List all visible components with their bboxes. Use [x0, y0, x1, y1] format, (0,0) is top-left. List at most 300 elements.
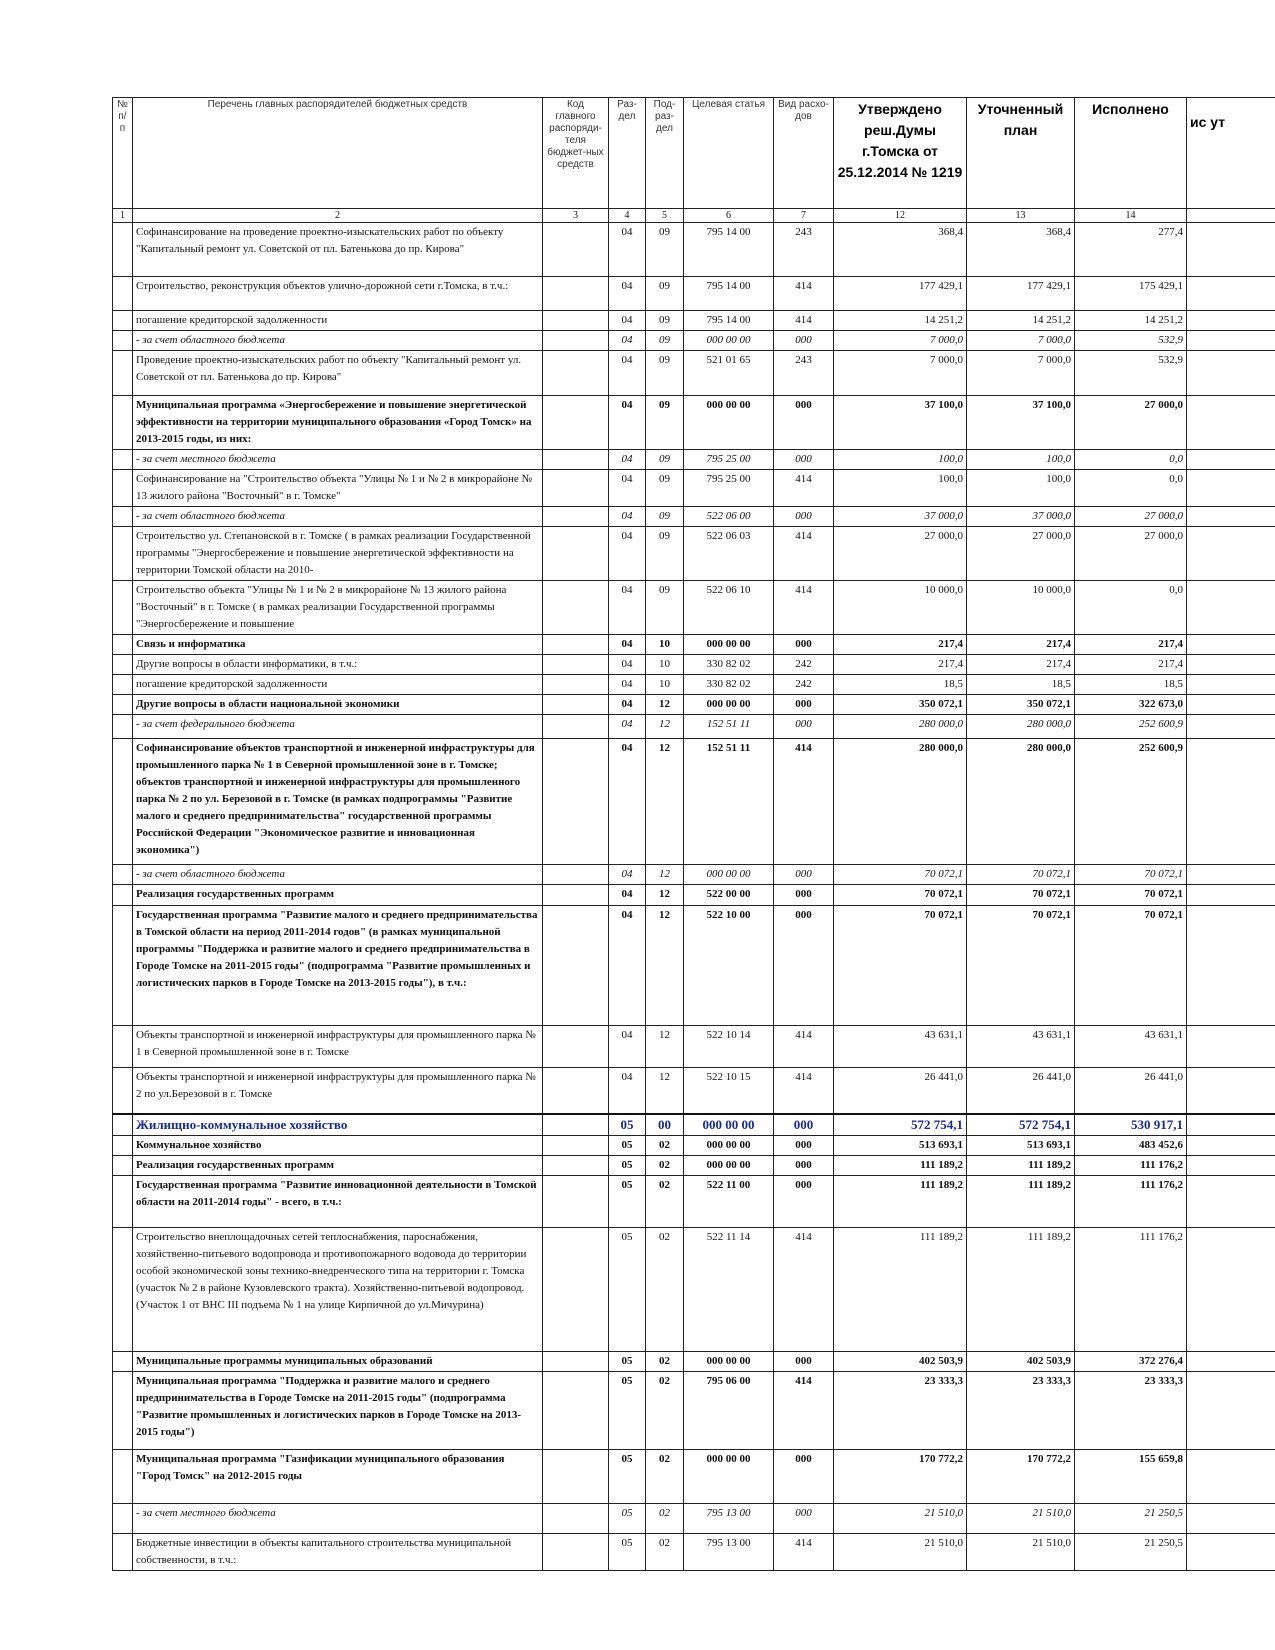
article-cell: 522 10 15: [684, 1068, 774, 1114]
article-cell: 000 00 00: [684, 695, 774, 715]
refined-value: 177 429,1: [967, 277, 1075, 311]
row-name: - за счет федерального бюджета: [133, 715, 543, 739]
executed-value: 111 176,2: [1075, 1176, 1187, 1228]
podrazdel-cell: 02: [646, 1156, 684, 1176]
extra-cell: [1187, 1504, 1275, 1534]
executed-value: 217,4: [1075, 655, 1187, 675]
article-cell: 795 13 00: [684, 1504, 774, 1534]
vid-cell: 000: [774, 865, 834, 885]
podrazdel-cell: 12: [646, 695, 684, 715]
code-cell: [543, 739, 609, 865]
row-name: Строительство внеплощадочных сетей теплоснабжения, пароснабжения, хозяйственно-питьевого водопровода и противопожарного водовода до территории особой экономической зоны технико-внедренческого типа на территории г. Томска (участок № 2 в районе Кузовлевского тракта). Хозяйственно-питьевой водопровод. (Участок 1 от ВНС III подъема № 1 на улице Кирпичной до ул.Мичурина): [133, 1228, 543, 1352]
podrazdel-cell: 10: [646, 655, 684, 675]
approved-value: 100,0: [834, 450, 967, 470]
podrazdel-cell: 12: [646, 739, 684, 865]
executed-value: 27 000,0: [1075, 396, 1187, 450]
header-article: Целевая статья: [684, 98, 774, 209]
table-row: [113, 277, 1275, 311]
extra-cell: [1187, 655, 1275, 675]
code-cell: [543, 1176, 609, 1228]
podrazdel-cell: 10: [646, 675, 684, 695]
blank-cell: [113, 470, 133, 507]
budget-table: [112, 97, 1275, 1571]
refined-value: 18,5: [967, 675, 1075, 695]
razdel-cell: 05: [609, 1504, 646, 1534]
row-name: Софинансирование объектов транспортной и инженерной инфраструктуры для промышленного парка № 1 в Северной промышленной зоне в г. Томске; объектов транспортной и инженерной инфраструктуры для промышленного парка № 2 по ул. Березовой в г. Томске (в рамках подпрограммы "Развитие малого и среднего предпринимательства" государственной программы Российской Федерации "Экономическое развитие и инновационная экономика"): [133, 739, 543, 865]
code-cell: [543, 581, 609, 635]
table-row: [113, 1176, 1275, 1228]
vid-cell: 414: [774, 1228, 834, 1352]
vid-cell: 000: [774, 396, 834, 450]
article-cell: 522 11 14: [684, 1228, 774, 1352]
podrazdel-cell: 09: [646, 396, 684, 450]
razdel-cell: 05: [609, 1450, 646, 1504]
approved-value: 7 000,0: [834, 331, 967, 351]
executed-value: 43 631,1: [1075, 1026, 1187, 1068]
code-cell: [543, 1504, 609, 1534]
row-name: - за счет местного бюджета: [133, 450, 543, 470]
approved-value: 170 772,2: [834, 1450, 967, 1504]
extra-cell: [1187, 1352, 1275, 1372]
executed-value: 252 600,9: [1075, 739, 1187, 865]
podrazdel-cell: 09: [646, 527, 684, 581]
blank-cell: [113, 695, 133, 715]
razdel-cell: 04: [609, 277, 646, 311]
approved-value: 26 441,0: [834, 1068, 967, 1114]
article-cell: 522 06 00: [684, 507, 774, 527]
table-row: [113, 635, 1275, 655]
code-cell: [543, 865, 609, 885]
executed-value: 0,0: [1075, 450, 1187, 470]
razdel-cell: 05: [609, 1228, 646, 1352]
refined-value: 37 000,0: [967, 507, 1075, 527]
approved-value: 280 000,0: [834, 739, 967, 865]
vid-cell: 414: [774, 1534, 834, 1571]
article-cell: 000 00 00: [684, 1352, 774, 1372]
approved-value: 111 189,2: [834, 1156, 967, 1176]
refined-value: 111 189,2: [967, 1176, 1075, 1228]
razdel-cell: 04: [609, 1026, 646, 1068]
podrazdel-cell: 09: [646, 581, 684, 635]
podrazdel-cell: 02: [646, 1136, 684, 1156]
blank-cell: [113, 1114, 133, 1136]
row-name: Строительство объекта "Улицы № 1 и № 2 в микрорайоне № 13 жилого района "Восточный" в г. Томске ( в рамках реализации Государственной программы "Энергосбережение и повышение: [133, 581, 543, 635]
code-cell: [543, 223, 609, 277]
refined-value: 26 441,0: [967, 1068, 1075, 1114]
table-row: [113, 655, 1275, 675]
blank-cell: [113, 739, 133, 865]
vid-cell: 000: [774, 1450, 834, 1504]
vid-cell: 000: [774, 1176, 834, 1228]
refined-value: 70 072,1: [967, 865, 1075, 885]
executed-value: 70 072,1: [1075, 906, 1187, 1026]
code-cell: [543, 715, 609, 739]
refined-value: 402 503,9: [967, 1352, 1075, 1372]
vid-cell: 414: [774, 527, 834, 581]
row-name: погашение кредиторской задолженности: [133, 311, 543, 331]
code-cell: [543, 507, 609, 527]
header-podrazdel: Под-раз-дел: [646, 98, 684, 209]
code-cell: [543, 470, 609, 507]
row-name: Строительство, реконструкция объектов улично-дорожной сети г.Томска, в т.ч.:: [133, 277, 543, 311]
table-row: [113, 1156, 1275, 1176]
table-row: [113, 885, 1275, 906]
code-cell: [543, 885, 609, 906]
podrazdel-cell: 12: [646, 906, 684, 1026]
podrazdel-cell: 09: [646, 450, 684, 470]
executed-value: 217,4: [1075, 635, 1187, 655]
col-number: 12: [834, 209, 967, 223]
blank-cell: [113, 396, 133, 450]
row-name: Муниципальная программа «Энергосбережение и повышение энергетической эффективности на территории муниципального образования «Город Томск» на 2013-2015 годы, из них:: [133, 396, 543, 450]
refined-value: 217,4: [967, 655, 1075, 675]
approved-value: 70 072,1: [834, 865, 967, 885]
table-row: [113, 223, 1275, 277]
vid-cell: 243: [774, 223, 834, 277]
executed-value: 14 251,2: [1075, 311, 1187, 331]
article-cell: 795 14 00: [684, 277, 774, 311]
row-name: Проведение проектно-изыскательских работ по объекту "Капитальный ремонт ул. Советской от пл. Батенькова до пр. Кирова": [133, 351, 543, 396]
row-name: Бюджетные инвестиции в объекты капитального строительства муниципальной собственности, в т.ч.:: [133, 1534, 543, 1571]
executed-value: 175 429,1: [1075, 277, 1187, 311]
blank-cell: [113, 675, 133, 695]
blank-cell: [113, 581, 133, 635]
row-name: Софинансирование на проведение проектно-изыскательских работ по объекту "Капитальный ремонт ул. Советской от пл. Батенькова до пр. Кирова": [133, 223, 543, 277]
table-row: [113, 1352, 1275, 1372]
code-cell: [543, 1136, 609, 1156]
extra-cell: [1187, 1450, 1275, 1504]
approved-value: 70 072,1: [834, 906, 967, 1026]
podrazdel-cell: 00: [646, 1114, 684, 1136]
vid-cell: 000: [774, 906, 834, 1026]
article-cell: 522 06 03: [684, 527, 774, 581]
row-name: Строительство ул. Степановской в г. Томске ( в рамках реализации Государственной программы "Энергосбережение и повышение энергетической эффективности на территории Томской области на 2010-: [133, 527, 543, 581]
extra-cell: [1187, 527, 1275, 581]
razdel-cell: 05: [609, 1352, 646, 1372]
podrazdel-cell: 09: [646, 331, 684, 351]
extra-cell: [1187, 223, 1275, 277]
executed-value: 372 276,4: [1075, 1352, 1187, 1372]
razdel-cell: 05: [609, 1156, 646, 1176]
approved-value: 177 429,1: [834, 277, 967, 311]
code-cell: [543, 655, 609, 675]
blank-cell: [113, 1504, 133, 1534]
blank-cell: [113, 1352, 133, 1372]
vid-cell: 242: [774, 675, 834, 695]
razdel-cell: 04: [609, 223, 646, 277]
blank-cell: [113, 311, 133, 331]
executed-value: 18,5: [1075, 675, 1187, 695]
vid-cell: 000: [774, 331, 834, 351]
extra-cell: [1187, 695, 1275, 715]
code-cell: [543, 277, 609, 311]
blank-cell: [113, 635, 133, 655]
podrazdel-cell: 02: [646, 1534, 684, 1571]
article-cell: 521 01 65: [684, 351, 774, 396]
executed-value: 252 600,9: [1075, 715, 1187, 739]
executed-value: 483 452,6: [1075, 1136, 1187, 1156]
razdel-cell: 04: [609, 470, 646, 507]
approved-value: 21 510,0: [834, 1504, 967, 1534]
podrazdel-cell: 02: [646, 1228, 684, 1352]
article-cell: 522 06 10: [684, 581, 774, 635]
code-cell: [543, 675, 609, 695]
header-num: № п/п: [113, 98, 133, 209]
table-row: [113, 675, 1275, 695]
header-refined: Уточненный план: [967, 98, 1075, 209]
executed-value: 155 659,8: [1075, 1450, 1187, 1504]
article-cell: 522 10 14: [684, 1026, 774, 1068]
code-cell: [543, 1068, 609, 1114]
executed-value: 70 072,1: [1075, 885, 1187, 906]
blank-cell: [113, 906, 133, 1026]
extra-cell: [1187, 865, 1275, 885]
row-name: Муниципальная программа "Газификации муниципального образования "Город Томск" на 2012-2015 годы: [133, 1450, 543, 1504]
podrazdel-cell: 09: [646, 223, 684, 277]
code-cell: [543, 695, 609, 715]
podrazdel-cell: 10: [646, 635, 684, 655]
header-executed: Исполнено: [1075, 98, 1187, 209]
col-number: 6: [684, 209, 774, 223]
extra-cell: [1187, 675, 1275, 695]
extra-cell: [1187, 470, 1275, 507]
executed-value: 532,9: [1075, 331, 1187, 351]
razdel-cell: 04: [609, 527, 646, 581]
table-row: [113, 1114, 1275, 1136]
vid-cell: 000: [774, 1504, 834, 1534]
razdel-cell: 04: [609, 885, 646, 906]
approved-value: 27 000,0: [834, 527, 967, 581]
podrazdel-cell: 02: [646, 1372, 684, 1450]
refined-value: 21 510,0: [967, 1534, 1075, 1571]
refined-value: 170 772,2: [967, 1450, 1075, 1504]
extra-cell: [1187, 450, 1275, 470]
refined-value: 111 189,2: [967, 1156, 1075, 1176]
blank-cell: [113, 1068, 133, 1114]
refined-value: 100,0: [967, 470, 1075, 507]
table-row: [113, 695, 1275, 715]
refined-value: 350 072,1: [967, 695, 1075, 715]
article-cell: 795 25 00: [684, 450, 774, 470]
article-cell: 000 00 00: [684, 635, 774, 655]
razdel-cell: 04: [609, 450, 646, 470]
code-cell: [543, 1156, 609, 1176]
table-row: [113, 331, 1275, 351]
approved-value: 217,4: [834, 635, 967, 655]
article-cell: 152 51 11: [684, 739, 774, 865]
code-cell: [543, 1228, 609, 1352]
extra-cell: [1187, 906, 1275, 1026]
podrazdel-cell: 12: [646, 715, 684, 739]
blank-cell: [113, 351, 133, 396]
approved-value: 10 000,0: [834, 581, 967, 635]
executed-value: 23 333,3: [1075, 1372, 1187, 1450]
table-row: [113, 1136, 1275, 1156]
razdel-cell: 04: [609, 1068, 646, 1114]
code-cell: [543, 331, 609, 351]
col-number: 7: [774, 209, 834, 223]
refined-value: 100,0: [967, 450, 1075, 470]
article-cell: 000 00 00: [684, 1114, 774, 1136]
approved-value: 111 189,2: [834, 1176, 967, 1228]
table-row: [113, 1026, 1275, 1068]
header-extra: ис ут: [1187, 98, 1275, 209]
table-row: [113, 1504, 1275, 1534]
extra-cell: [1187, 1176, 1275, 1228]
col-number: 4: [609, 209, 646, 223]
vid-cell: 414: [774, 581, 834, 635]
executed-value: 0,0: [1075, 581, 1187, 635]
row-name: Другие вопросы в области национальной экономики: [133, 695, 543, 715]
table-row: [113, 450, 1275, 470]
vid-cell: 414: [774, 311, 834, 331]
blank-cell: [113, 507, 133, 527]
article-cell: 522 00 00: [684, 885, 774, 906]
razdel-cell: 04: [609, 331, 646, 351]
blank-cell: [113, 1372, 133, 1450]
article-cell: 330 82 02: [684, 655, 774, 675]
podrazdel-cell: 12: [646, 1068, 684, 1114]
razdel-cell: 04: [609, 865, 646, 885]
code-cell: [543, 527, 609, 581]
blank-cell: [113, 1136, 133, 1156]
podrazdel-cell: 02: [646, 1504, 684, 1534]
refined-value: 14 251,2: [967, 311, 1075, 331]
executed-value: 111 176,2: [1075, 1228, 1187, 1352]
row-name: - за счет областного бюджета: [133, 865, 543, 885]
executed-value: 21 250,5: [1075, 1534, 1187, 1571]
table-row: [113, 470, 1275, 507]
razdel-cell: 05: [609, 1176, 646, 1228]
razdel-cell: 04: [609, 906, 646, 1026]
razdel-cell: 04: [609, 715, 646, 739]
extra-cell: [1187, 1534, 1275, 1571]
blank-cell: [113, 223, 133, 277]
article-cell: 795 25 00: [684, 470, 774, 507]
row-name: Государственная программа "Развитие малого и среднего предпринимательства в Томской области на период 2011-2014 годов" (в рамках муниципальной программы "Поддержка и развитие малого и среднего предпринимательства в Городе Томске на 2011-2015 годы" (подпрограмма "Развитие промышленных и логистических парков в Городе Томске на 2013-2015 годы"), в т.ч.:: [133, 906, 543, 1026]
row-name: Реализация государственных программ: [133, 1156, 543, 1176]
table-row: [113, 507, 1275, 527]
podrazdel-cell: 12: [646, 865, 684, 885]
code-cell: [543, 1352, 609, 1372]
vid-cell: 414: [774, 739, 834, 865]
col-number: 5: [646, 209, 684, 223]
vid-cell: 000: [774, 1156, 834, 1176]
col-number: [1187, 209, 1275, 223]
approved-value: 23 333,3: [834, 1372, 967, 1450]
extra-cell: [1187, 277, 1275, 311]
header-name: Перечень главных распорядителей бюджетных средств: [133, 98, 543, 209]
vid-cell: 000: [774, 695, 834, 715]
extra-cell: [1187, 1026, 1275, 1068]
executed-value: 26 441,0: [1075, 1068, 1187, 1114]
vid-cell: 000: [774, 507, 834, 527]
blank-cell: [113, 450, 133, 470]
col-number: 2: [133, 209, 543, 223]
razdel-cell: 04: [609, 507, 646, 527]
blank-cell: [113, 1450, 133, 1504]
podrazdel-cell: 02: [646, 1176, 684, 1228]
podrazdel-cell: 02: [646, 1352, 684, 1372]
table-row: [113, 1534, 1275, 1571]
table-row: [113, 581, 1275, 635]
approved-value: 280 000,0: [834, 715, 967, 739]
approved-value: 43 631,1: [834, 1026, 967, 1068]
razdel-cell: 05: [609, 1372, 646, 1450]
table-row: [113, 906, 1275, 1026]
article-cell: 000 00 00: [684, 1136, 774, 1156]
code-cell: [543, 450, 609, 470]
table-row: [113, 865, 1275, 885]
header-row: [113, 98, 1275, 209]
row-name: - за счет местного бюджета: [133, 1504, 543, 1534]
refined-value: 43 631,1: [967, 1026, 1075, 1068]
vid-cell: 000: [774, 1136, 834, 1156]
razdel-cell: 04: [609, 311, 646, 331]
code-cell: [543, 396, 609, 450]
vid-cell: 414: [774, 277, 834, 311]
approved-value: 7 000,0: [834, 351, 967, 396]
razdel-cell: 05: [609, 1136, 646, 1156]
vid-cell: 243: [774, 351, 834, 396]
code-cell: [543, 351, 609, 396]
refined-value: 10 000,0: [967, 581, 1075, 635]
article-cell: 152 51 11: [684, 715, 774, 739]
refined-value: 368,4: [967, 223, 1075, 277]
row-name: Жилищно-коммунальное хозяйство: [133, 1114, 543, 1136]
podrazdel-cell: 02: [646, 1450, 684, 1504]
blank-cell: [113, 885, 133, 906]
extra-cell: [1187, 1136, 1275, 1156]
refined-value: 21 510,0: [967, 1504, 1075, 1534]
col-number: 1: [113, 209, 133, 223]
vid-cell: 000: [774, 1352, 834, 1372]
row-name: Другие вопросы в области информатики, в т.ч.:: [133, 655, 543, 675]
approved-value: 572 754,1: [834, 1114, 967, 1136]
row-name: Связь и информатика: [133, 635, 543, 655]
razdel-cell: 04: [609, 581, 646, 635]
refined-value: 217,4: [967, 635, 1075, 655]
podrazdel-cell: 09: [646, 351, 684, 396]
vid-cell: 000: [774, 450, 834, 470]
row-name: Государственная программа "Развитие инновационной деятельности в Томской области на 2011-2014 годы" - всего, в т.ч.:: [133, 1176, 543, 1228]
code-cell: [543, 1534, 609, 1571]
executed-value: 322 673,0: [1075, 695, 1187, 715]
executed-value: 27 000,0: [1075, 507, 1187, 527]
row-name: - за счет областного бюджета: [133, 331, 543, 351]
podrazdel-cell: 09: [646, 277, 684, 311]
razdel-cell: 04: [609, 396, 646, 450]
vid-cell: 242: [774, 655, 834, 675]
refined-value: 280 000,0: [967, 715, 1075, 739]
razdel-cell: 04: [609, 695, 646, 715]
article-cell: 330 82 02: [684, 675, 774, 695]
row-name: - за счет областного бюджета: [133, 507, 543, 527]
code-cell: [543, 1450, 609, 1504]
executed-value: 0,0: [1075, 470, 1187, 507]
executed-value: 111 176,2: [1075, 1156, 1187, 1176]
code-cell: [543, 1114, 609, 1136]
table-row: [113, 1228, 1275, 1352]
table-row: [113, 311, 1275, 331]
extra-cell: [1187, 396, 1275, 450]
razdel-cell: 04: [609, 739, 646, 865]
refined-value: 7 000,0: [967, 331, 1075, 351]
vid-cell: 000: [774, 715, 834, 739]
approved-value: 21 510,0: [834, 1534, 967, 1571]
blank-cell: [113, 331, 133, 351]
refined-value: 280 000,0: [967, 739, 1075, 865]
